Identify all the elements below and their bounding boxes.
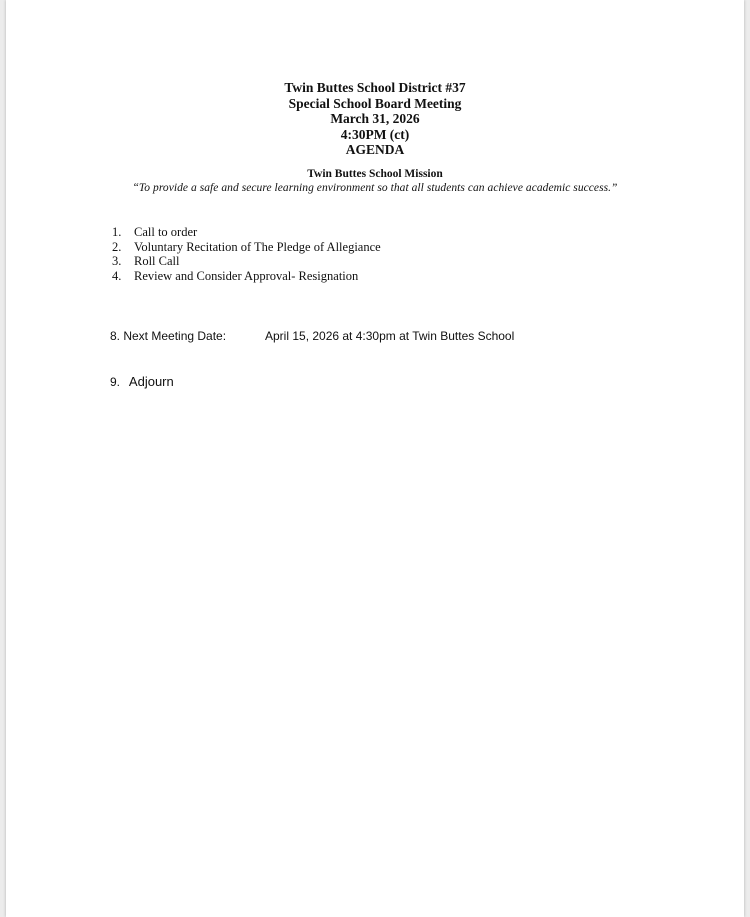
agenda-item bbox=[112, 225, 381, 240]
agenda-item bbox=[112, 269, 381, 284]
agenda-item bbox=[112, 240, 381, 255]
mission-statement: “To provide a safe and secure learning environment so that all students can achieve academic success.” bbox=[132, 182, 618, 194]
agenda-item-number: 4. bbox=[112, 268, 122, 283]
next-meeting-row bbox=[110, 329, 514, 343]
adjourn-number: 9. bbox=[110, 375, 121, 389]
next-meeting-label: 8. Next Meeting Date: bbox=[110, 329, 227, 343]
agenda-item-number: 3. bbox=[112, 254, 122, 268]
adjourn-item bbox=[110, 374, 174, 390]
agenda-item-text: Roll Call bbox=[134, 254, 180, 268]
district-name: Twin Buttes School District #37 bbox=[284, 80, 466, 95]
agenda-label: AGENDA bbox=[345, 142, 405, 157]
document-page bbox=[6, 0, 744, 917]
agenda-list bbox=[112, 225, 381, 283]
agenda-item bbox=[112, 254, 381, 269]
agenda-item-text: Review and Consider Approval- Resignation bbox=[134, 268, 359, 283]
meeting-date: March 31, 2026 bbox=[330, 111, 420, 126]
mission-title: Twin Buttes School Mission bbox=[307, 168, 443, 180]
meeting-time: 4:30PM (ct) bbox=[340, 126, 410, 142]
next-meeting-value: April 15, 2026 at 4:30pm at Twin Buttes School bbox=[265, 329, 515, 343]
adjourn-text: Adjourn bbox=[128, 374, 174, 389]
meeting-type: Special School Board Meeting bbox=[288, 95, 462, 111]
agenda-item-text: Call to order bbox=[134, 225, 198, 239]
agenda-header bbox=[6, 80, 744, 158]
agenda-item-text: Voluntary Recitation of The Pledge of Allegiance bbox=[134, 239, 381, 254]
agenda-item-number: 1. bbox=[112, 225, 122, 239]
agenda-item-number: 2. bbox=[112, 239, 122, 254]
